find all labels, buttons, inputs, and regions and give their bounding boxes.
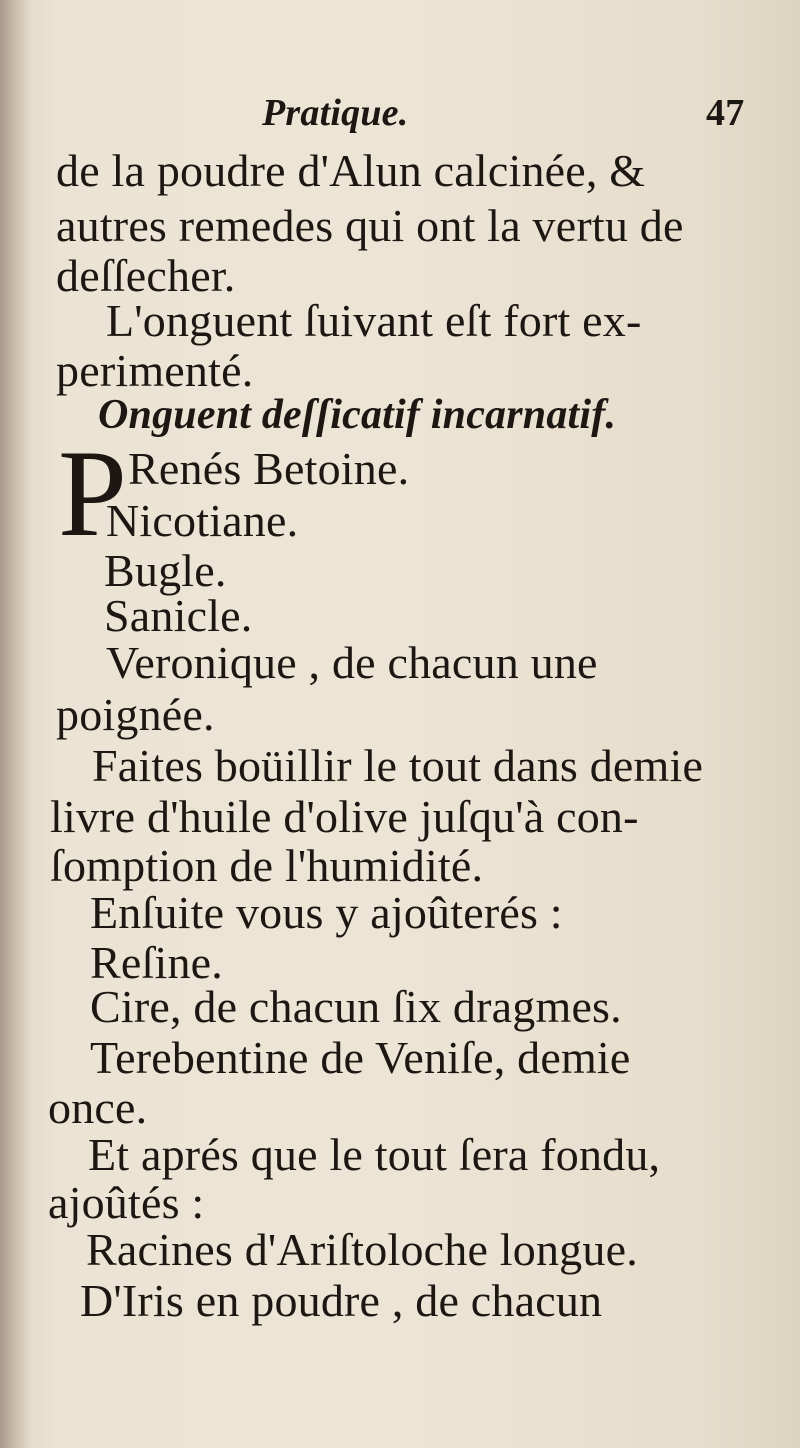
text-line: deſſecher. [56, 250, 236, 301]
recipe-heading: Onguent deſſicatif incarnatif. [98, 392, 617, 438]
text-line: D'Iris en poudre , de chacun [80, 1275, 603, 1326]
text-line: Cire, de chacun ſix dragmes. [90, 981, 622, 1032]
text-line: de la poudre d'Alun calcinée, & [56, 145, 646, 196]
text-line: Racines d'Ariſtoloche longue. [86, 1224, 638, 1275]
text-line: Renés Betoine. [128, 443, 410, 494]
text-line: Terebentine de Veniſe, demie [90, 1032, 631, 1083]
text-line: L'onguent ſuivant eſt fort ex- [106, 295, 642, 346]
text-line: perimenté. [56, 345, 254, 396]
text-line: ajoûtés : [48, 1177, 205, 1228]
text-line: ſomption de l'humidité. [50, 840, 484, 891]
text-line: poignée. [56, 689, 215, 740]
text-line: Veronique , de chacun une [106, 637, 598, 688]
text-line: Faites boüillir le tout dans demie [92, 740, 704, 791]
text-line: Nicotiane. [106, 495, 299, 546]
drop-capital: P [58, 425, 127, 562]
text-line: autres remedes qui ont la vertu de [56, 200, 684, 251]
text-line: once. [48, 1082, 148, 1133]
text-line: Bugle. [104, 545, 227, 596]
text-line: Et aprés que le tout ſera fondu, [88, 1129, 661, 1180]
text-line: Reſine. [90, 937, 223, 988]
text-line: Enſuite vous y ajoûterés : [90, 887, 563, 938]
running-head: Pratique. [262, 92, 409, 134]
page-gutter [0, 0, 30, 1448]
page-number: 47 [706, 92, 745, 134]
text-line: Sanicle. [104, 590, 253, 641]
text-line: livre d'huile d'olive juſqu'à con- [50, 791, 639, 842]
